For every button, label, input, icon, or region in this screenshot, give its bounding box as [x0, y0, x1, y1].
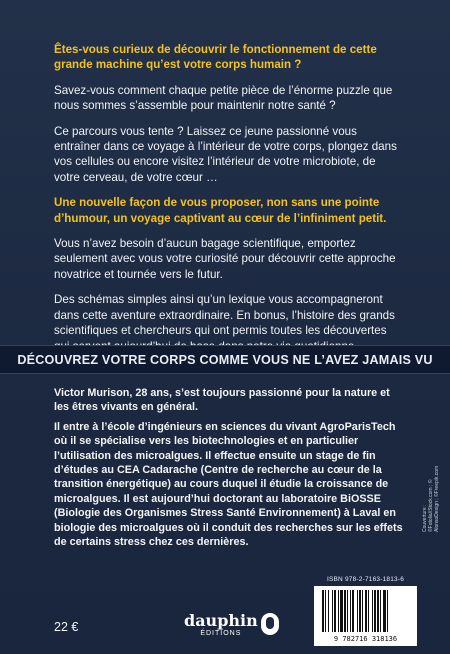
barcode-bar — [368, 590, 369, 632]
barcode-bar — [365, 590, 367, 632]
tagline-banner — [0, 345, 450, 374]
barcode-bar — [352, 590, 354, 632]
bio-paragraph: Il entre à l’école d’ingénieurs en sciences du vivant AgroParisTech où il se spécialise vers les biotechnologies et en particulier l’utilisation des microalgues. Il effectue ensuite un stage de fin d’études au CEA Cadarache (Centre de recherche au cœur de la transition énergétique) au cours duquel il étudie la croissance de microalgues. Il est aujourd’hui doctorant au laboratoire BiOSSE (Biologie des Organismes Stress Santé Environnement) à Laval en biologie des microalgues où il conduit des recherches sur les effets de certains stress chez ces dernières. — [54, 420, 403, 549]
barcode-bar — [338, 590, 339, 632]
intro-paragraph: Savez-vous comment chaque petite pièce de l’énorme puzzle que nous sommes s’assemble pour maintenir notre santé ? — [54, 83, 393, 113]
publisher-name: dauphin — [184, 611, 258, 630]
barcode-bar — [357, 590, 358, 632]
barcode-bar — [350, 590, 351, 632]
intro-paragraph: Vous n’avez besoin d’aucun bagage scientifique, emportez seulement avec vous votre curiosité pour découvrir cette approche novatrice et tournée vers le futur. — [54, 237, 396, 281]
intro-paragraph: Ce parcours vous tente ? Laissez ce jeune passionné vous entraîner dans ce voyage à l’intérieur de votre corps, plongez dans vos cellules ou encore visitez l’intérieur de votre microbiote, de votre cerveau, de votre cœur … — [54, 124, 397, 184]
publisher-sub: ÉDITIONS — [200, 630, 242, 637]
barcode-bar — [374, 590, 376, 632]
price: 22 € — [54, 620, 79, 634]
intro-paragraph: Des schémas simples ainsi qu’un lexique vous accompagneront dans cette aventure extraordinaire. En bonus, l’histoire des grands scientifiques et chercheurs qui ont permis toutes les découvertes — [54, 293, 395, 338]
barcode-bar — [362, 590, 363, 632]
barcode-digits: 9 782716 318136 — [333, 635, 398, 643]
barcode-bar — [332, 590, 333, 632]
barcode-bar — [344, 590, 346, 632]
tagline-text: DÉCOUVREZ VOTRE CORPS COMME VOUS NE L’AVEZ JAMAIS VU — [17, 352, 433, 367]
isbn: ISBN 978-2-7163-1813-6 — [326, 576, 405, 583]
barcode-bar — [377, 590, 379, 632]
barcode-bar — [359, 590, 361, 632]
intro-hook: Êtes-vous curieux de découvrir le fonctionnement de cette grande machine qu’est votre corps humain ? — [54, 43, 377, 72]
barcode-bar — [372, 590, 373, 632]
barcode-bars — [322, 590, 410, 632]
intro-highlight: Une nouvelle façon de vous proposer, non sans une pointe d’humour, un voyage captivant au cœur de l’infiniment petit. — [54, 196, 387, 225]
barcode-bar — [347, 590, 348, 632]
barcode-bar — [387, 590, 388, 632]
barcode-bar — [322, 590, 324, 632]
barcode-bar — [328, 590, 329, 632]
barcode-bar — [380, 590, 381, 632]
author-bio — [54, 386, 404, 554]
barcode-bar — [334, 590, 336, 632]
intro-text — [54, 42, 402, 364]
dolphin-icon — [261, 613, 279, 635]
image-credits: Couverture : ©Fotolia/iStock.com ; © AlonsoDesign ; ©Freepik.com — [422, 465, 440, 532]
barcode — [314, 586, 417, 646]
publisher-logo — [184, 612, 279, 638]
barcode-bar — [325, 590, 326, 632]
bio-paragraph: Victor Murison, 28 ans, s’est toujours passionné pour la nature et les êtres vivants en général. — [54, 387, 390, 414]
barcode-bar — [340, 590, 343, 632]
barcode-bar — [383, 590, 386, 632]
